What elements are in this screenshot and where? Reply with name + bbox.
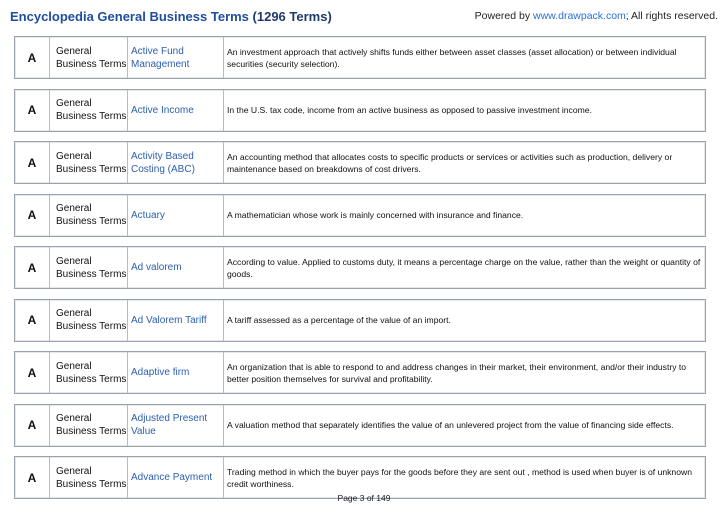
row-category: General Business Terms [49, 37, 134, 78]
row-letter: A [27, 208, 37, 222]
powered-suffix: ; All rights reserved. [625, 10, 718, 22]
term-row [14, 36, 706, 79]
row-term: Ad Valorem Tariff [127, 300, 227, 341]
row-definition: An accounting method that allocates costs to specific products or services or activities such as production, delivery or maintenance based on breakdowns of cost drivers. [223, 142, 705, 183]
term-row [14, 246, 706, 289]
row-term: Adaptive firm [127, 352, 227, 393]
powered-prefix: Powered by [474, 10, 534, 22]
term-row [14, 299, 706, 342]
row-category: General Business Terms [49, 300, 134, 341]
title-text: Encyclopedia General Business Terms [10, 9, 249, 24]
row-definition: A mathematician whose work is mainly concerned with insurance and finance. [223, 195, 705, 236]
powered-by [475, 10, 718, 22]
row-category: General Business Terms [49, 90, 134, 131]
row-term: Adjusted Present Value [127, 405, 227, 446]
term-row [14, 351, 706, 394]
row-category: General Business Terms [49, 405, 134, 446]
term-row [14, 194, 706, 237]
row-definition: An investment approach that actively shifts funds either between asset classes (asset allocation) or between individual securities (security selection). [223, 37, 705, 78]
row-term: Activity Based Costing (ABC) [127, 142, 227, 183]
drawpack-link[interactable]: www.drawpack.com [533, 10, 626, 22]
page-number: Page 3 of 149 [337, 493, 391, 503]
row-definition: A tariff assessed as a percentage of the value of an import. [223, 300, 705, 341]
row-letter: A [27, 418, 37, 432]
row-letter: A [27, 260, 37, 275]
row-letter: A [27, 313, 37, 327]
row-term: Active Fund Management [127, 37, 227, 78]
page-title [10, 9, 332, 24]
row-term: Advance Payment [127, 457, 227, 498]
term-row [14, 89, 706, 132]
page-header [10, 9, 722, 27]
row-letter: A [27, 365, 37, 380]
row-category: General Business Terms [49, 457, 134, 498]
row-category: General Business Terms [49, 352, 134, 393]
term-count: (1296 Terms) [248, 9, 332, 24]
term-row [14, 141, 706, 184]
row-category: General Business Terms [49, 195, 134, 236]
row-category: General Business Terms [49, 247, 134, 288]
row-definition: According to value. Applied to customs duty, it means a percentage charge on the value, rather than the weight or quantity of goods. [223, 247, 705, 288]
row-letter: A [27, 155, 37, 170]
row-letter: A [27, 103, 37, 117]
row-term: Ad valorem [127, 247, 227, 288]
row-category: General Business Terms [49, 142, 134, 183]
row-letter: A [27, 50, 37, 65]
row-definition: In the U.S. tax code, income from an active business as opposed to passive investment income. [223, 90, 705, 131]
term-row [14, 404, 706, 447]
row-definition: A valuation method that separately identifies the value of an unlevered project from the value of financing side effects. [223, 405, 705, 446]
row-term: Active Income [127, 90, 227, 131]
row-definition: Trading method in which the buyer pays for the goods before they are sent out , method is used when buyer is of unknown credit worthiness. [223, 457, 705, 498]
row-definition: An organization that is able to respond to and address changes in their market, their environment, and/or their industry to better position themselves for survival and profitability. [223, 352, 705, 393]
terms-list [14, 36, 706, 509]
row-term: Actuary [127, 195, 227, 236]
row-letter: A [27, 470, 37, 485]
